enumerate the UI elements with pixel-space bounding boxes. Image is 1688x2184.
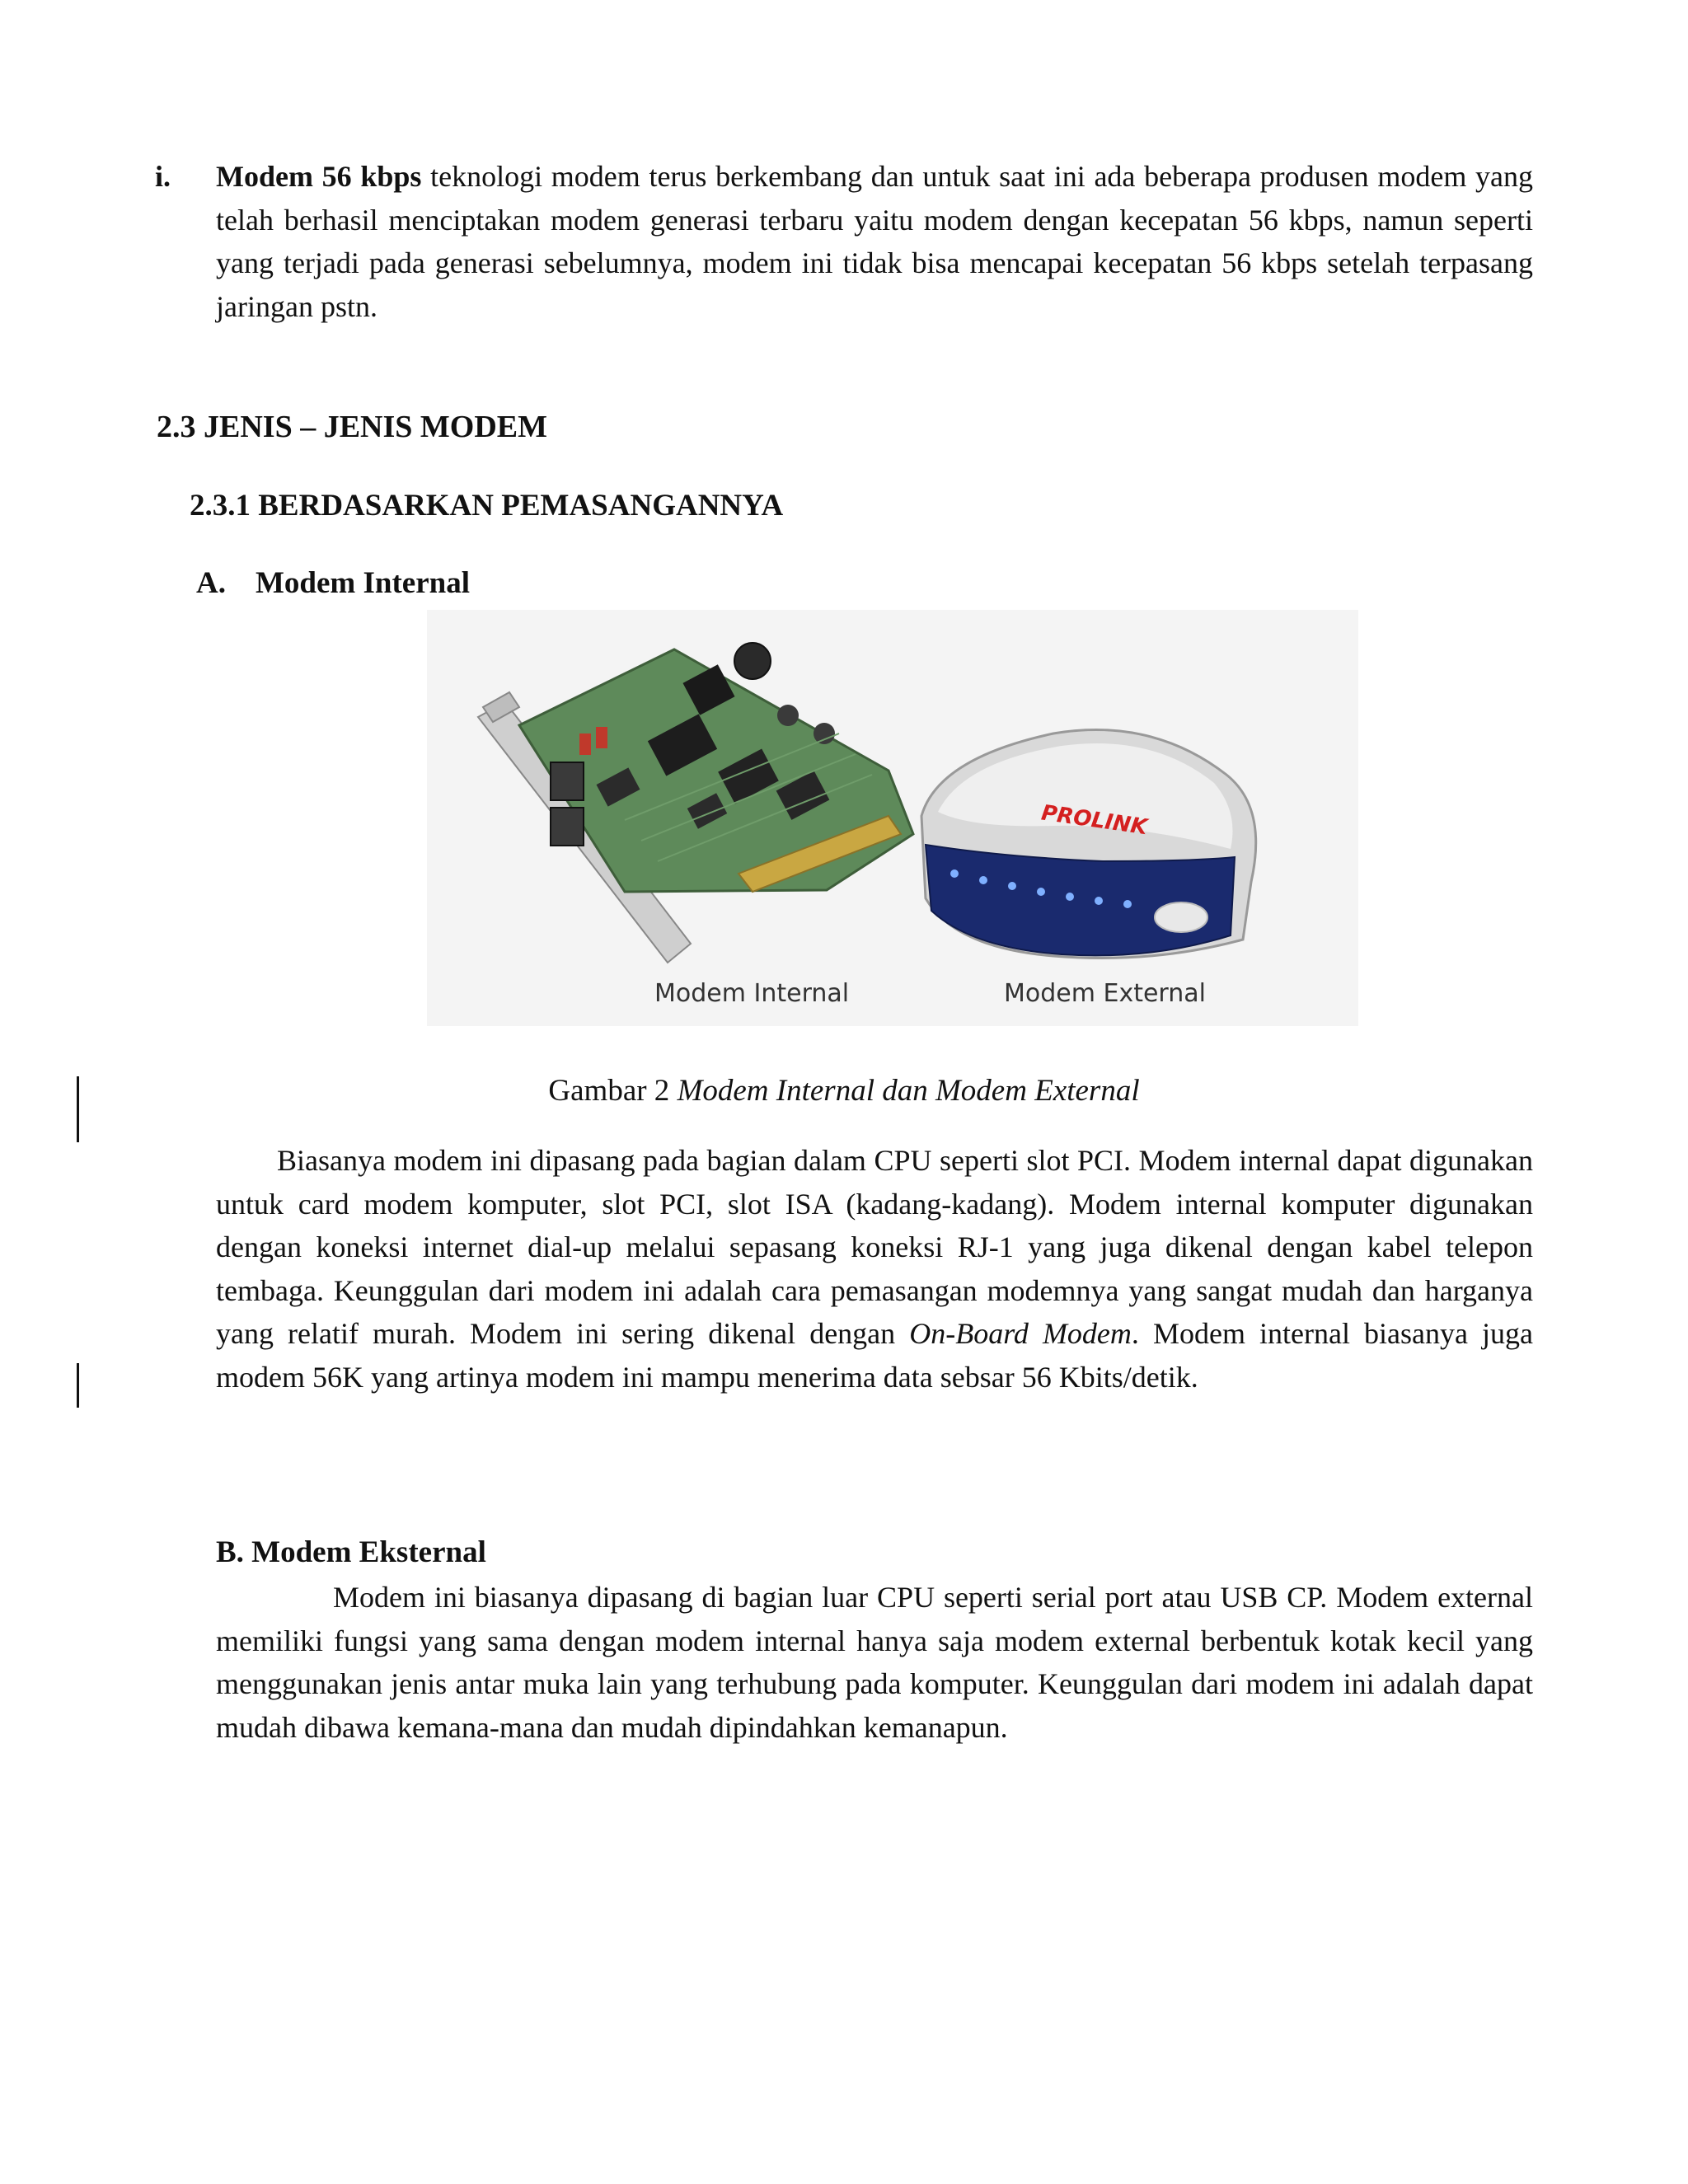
caption-prefix: Gambar 2 [548,1074,678,1108]
list-item-modem-56kbps [216,155,1533,328]
part-a-italic: On-Board Modem [909,1317,1132,1350]
modem-figure [427,610,1358,1026]
list-item-text: teknologi modem terus berkembang dan untuk saat ini ada beberapa produsen modem yang telah berhasil menciptakan modem generasi terbaru yaitu modem dengan kecepatan 56 kbps, namun seperti yang terjadi pada generasi sebelumnya, modem ini tidak bisa mencapai kecepatan 56 kbps setelah terpasang jaringan pstn. [216,160,1533,323]
external-modem-front [926,845,1235,955]
figure-label-external: Modem External [1004,979,1206,1008]
list-item-number: i. [155,160,171,193]
caption-italic: Modem Internal dan Modem External [677,1074,1140,1108]
figure-caption [0,1073,1688,1108]
part-a-text-1: Biasanya modem ini dipasang pada bagian dalam CPU seperti slot PCI. Modem internal dapat digunakan untuk card modem komputer, slot PCI, slot ISA (kadang-kadang). Modem internal komputer digunakan dengan koneksi internet dial-up melalui sepasang koneksi RJ-1 yang juga dikenal dengan kabel telepon tembaga. Keunggulan dari modem ini adalah cara pemasangan modemnya yang sangat mudah dan harganya yang relatif murah. Modem ini sering dikenal dengan [216,1144,1533,1350]
part-a-title: Modem Internal [256,566,470,600]
subsection-heading: 2.3.1 BERDASARKAN PEMASANGANNYA [190,489,784,523]
modem-brand-text: PROLINK [1039,800,1149,841]
part-a-paragraph [216,1139,1533,1399]
section-heading: 2.3 JENIS – JENIS MODEM [157,410,547,444]
part-a-heading [196,565,470,601]
part-b-heading: B. Modem Eksternal [216,1535,486,1569]
figure-label-internal: Modem Internal [654,979,850,1008]
change-bar [77,1363,79,1408]
modem-illustration [427,610,1358,1026]
part-a-letter: A. [196,566,226,600]
part-a-text-2: . Modem internal biasanya juga modem 56K yang artinya modem ini mampu menerima data sebsar 56 Kbits/detik. [216,1317,1533,1394]
part-b-paragraph: Modem ini biasanya dipasang di bagian luar CPU seperti serial port atau USB CP. Modem external memiliki fungsi yang sama dengan modem internal hanya saja modem external berbentuk kotak kecil yang menggunakan jenis antar muka lain yang terhubung pada komputer. Keunggulan dari modem ini adalah dapat mudah dibawa kemana-mana dan mudah dipindahkan kemanapun. [216,1581,1533,1744]
list-item-term: Modem 56 kbps [216,160,422,193]
